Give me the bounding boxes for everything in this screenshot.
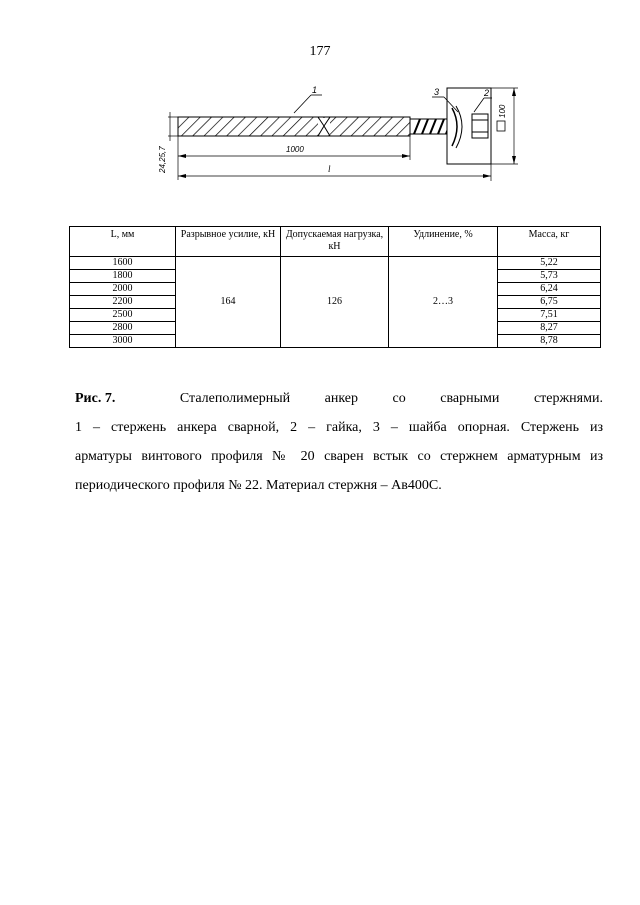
cell-mass: 8,78	[498, 335, 601, 348]
caption-word: со	[392, 391, 406, 406]
cell-breaking-force: 164	[176, 257, 281, 348]
callout-3: 3	[434, 87, 440, 97]
anchor-rod	[178, 117, 410, 136]
caption-line-4: периодического профиля № 22. Материал стержня – Ав400С.	[75, 478, 442, 493]
col-header-elongation: Удлинение, %	[389, 227, 498, 257]
cell-length: 2500	[70, 309, 176, 322]
cell-length: 1600	[70, 257, 176, 270]
caption-word: стержнями.	[533, 391, 603, 406]
cell-allowed-load: 126	[281, 257, 389, 348]
cell-length: 3000	[70, 335, 176, 348]
caption-line-2: 1 – стержень анкера сварной, 2 – гайка, 3 – шайба опорная. Стержень из	[75, 420, 603, 435]
caption-line-1	[75, 384, 603, 413]
caption-word: сварными	[440, 391, 500, 406]
figure-label: Рис. 7.	[75, 391, 116, 406]
cell-mass: 5,73	[498, 270, 601, 283]
cell-elongation: 2…3	[389, 257, 498, 348]
cell-mass: 7,51	[498, 309, 601, 322]
cell-length: 1800	[70, 270, 176, 283]
anchor-drawing	[0, 0, 640, 200]
caption-word: Сталеполимерный	[179, 391, 291, 406]
cell-mass: 8,27	[498, 322, 601, 335]
dim-l-label: l	[328, 164, 331, 174]
caption-word: анкер	[324, 391, 359, 406]
cell-mass: 6,24	[498, 283, 601, 296]
cell-length: 2200	[70, 296, 176, 309]
spec-table	[69, 226, 601, 348]
dim-head-label: 100	[498, 104, 507, 118]
nut	[472, 114, 488, 138]
dim-head	[491, 88, 518, 164]
col-header-breaking-force: Разрывное усилие, кН	[176, 227, 281, 257]
dim-side	[158, 112, 178, 180]
cell-mass: 6,75	[498, 296, 601, 309]
page-number: 177	[309, 44, 331, 59]
cell-length: 2800	[70, 322, 176, 335]
callout-2: 2	[484, 88, 490, 98]
col-header-mass: Масса, кг	[498, 227, 601, 257]
cell-length: 2000	[70, 283, 176, 296]
caption-line-3: арматуры винтового профиля № 20 сварен встык со стержнем арматурным из	[75, 449, 603, 464]
dim-1000	[178, 136, 410, 160]
cell-mass: 5,22	[498, 257, 601, 270]
callout-1: 1	[312, 85, 318, 95]
dim-l	[178, 164, 491, 181]
col-header-length: L, мм	[70, 227, 176, 257]
col-header-allowed-load: Допускаемая нагрузка, кН	[281, 227, 389, 257]
table-header-row	[70, 227, 601, 257]
dim-side-label: 24,25,7	[158, 146, 167, 173]
figure-caption	[75, 384, 603, 500]
dim-1000-label: 1000	[286, 145, 304, 154]
table-row	[70, 257, 601, 270]
